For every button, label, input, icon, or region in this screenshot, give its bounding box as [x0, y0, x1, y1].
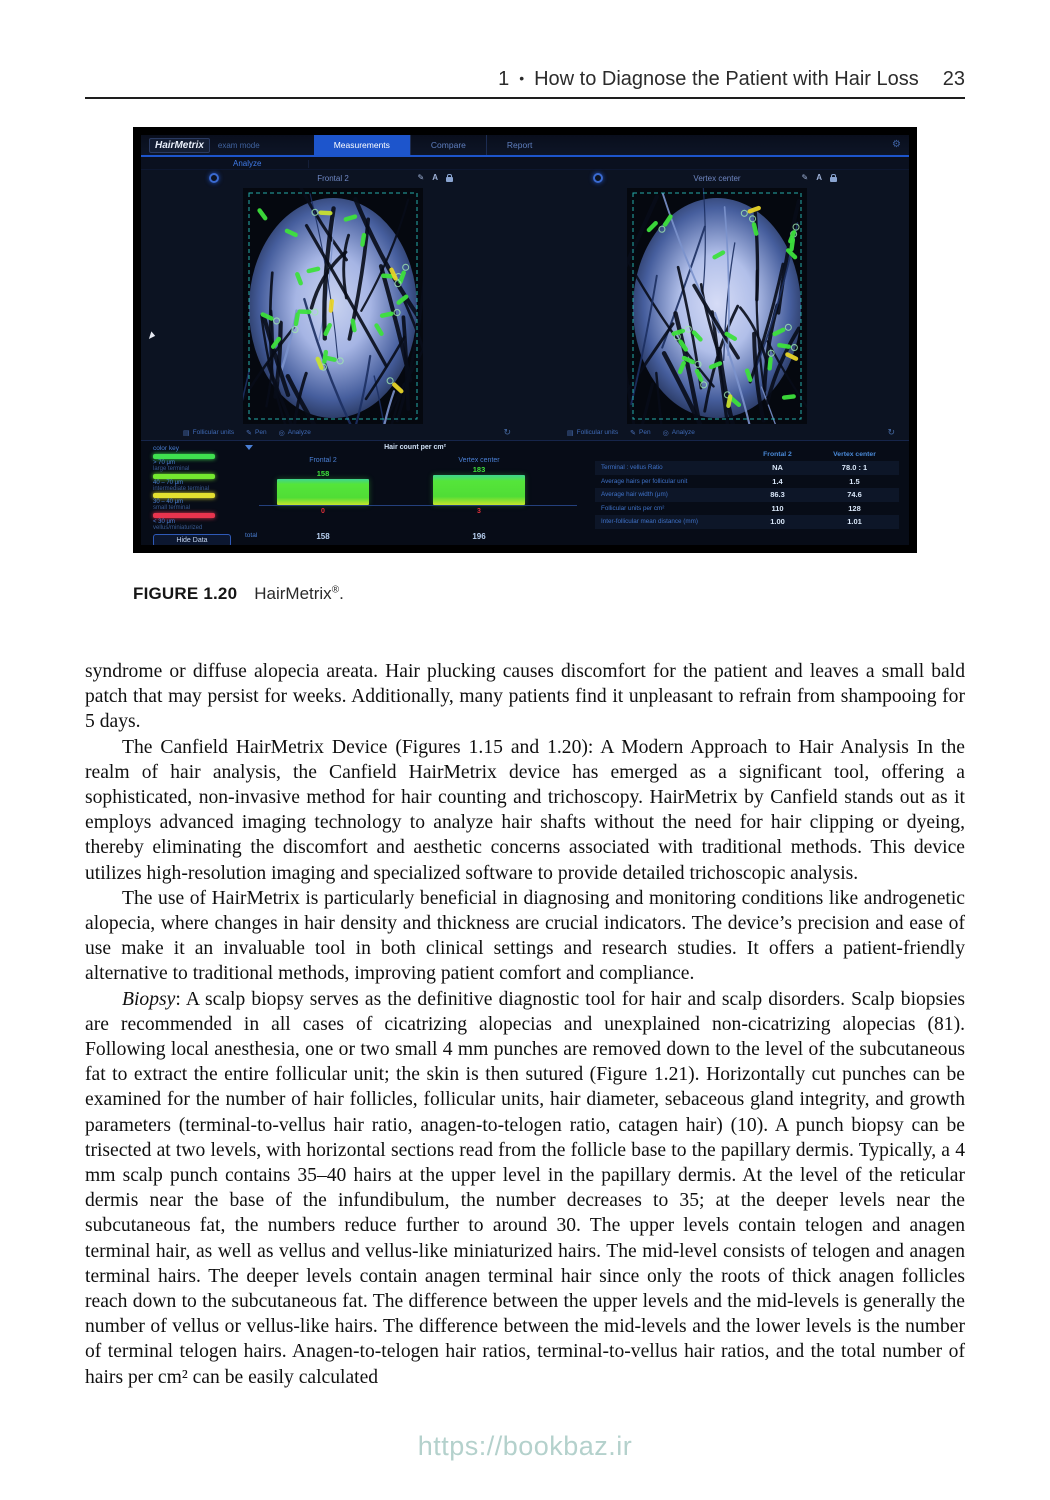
bar-value-green: 183 — [472, 465, 486, 474]
annotation-icon[interactable]: A — [816, 173, 822, 182]
separator-bullet: • — [519, 70, 525, 86]
refresh-icon[interactable]: ↻ — [887, 427, 895, 438]
green-bar — [277, 479, 369, 505]
table-row: Terminal : vellus Ratio NA 78.0 : 1 — [595, 461, 899, 475]
tab-measurements[interactable]: Measurements — [314, 135, 410, 155]
body-text — [85, 659, 965, 1390]
app-navbar — [141, 135, 909, 157]
total-value: 196 — [472, 532, 486, 541]
grid-icon: ▤ — [567, 428, 574, 437]
panel-vertex-center — [525, 170, 909, 440]
legend-swatch-small-terminal — [153, 493, 215, 498]
running-title: How to Diagnose the Patient with Hair Loss — [534, 68, 919, 90]
tool-follicular-units[interactable]: ▤ Follicular units — [183, 428, 235, 437]
tool-analyze[interactable]: ◎ Analyze — [662, 428, 695, 437]
hair-count-chart — [237, 441, 593, 545]
figure-caption-label: FIGURE 1.20 — [133, 584, 238, 603]
legend-swatch-intermediate-terminal — [153, 474, 215, 479]
trichoscopy-image-vertex[interactable] — [627, 188, 807, 424]
exam-mode-label: exam mode — [217, 140, 260, 150]
green-bar — [433, 475, 525, 505]
legend-item: > 70 μm large terminal — [153, 454, 237, 473]
tool-pen[interactable]: ✎ Pen — [246, 428, 267, 437]
tool-follicular-units[interactable]: ▤ Follicular units — [567, 428, 619, 437]
chart-column-label: Vertex center — [458, 457, 500, 464]
legend-item: 40 – 70 μm intermediate terminal — [153, 474, 237, 493]
chapter-number: 1 — [498, 68, 510, 90]
tab-bar — [314, 135, 553, 155]
table-header: Frontal 2 — [763, 450, 792, 458]
hairmetrix-logo: HairMetrix — [149, 138, 210, 153]
annotation-icon[interactable]: A — [432, 173, 438, 182]
page-number: 23 — [942, 68, 965, 90]
panel-frontal-2 — [141, 170, 525, 440]
results-section — [141, 440, 909, 545]
bar-value-red: 3 — [477, 508, 481, 515]
table-row: Average hairs per follicular unit 1.4 1.5 — [601, 476, 860, 486]
panel-title: Vertex center — [693, 174, 741, 183]
bar-vertex-center — [433, 465, 525, 505]
total-label: total — [245, 532, 258, 539]
metrics-table — [593, 441, 909, 545]
table-header-row — [595, 447, 899, 461]
paragraph-4: Biopsy: A scalp biopsy serves as the definitive diagnostic tool for hair and scalp disorders. Scalp biopsies are recommended in all cases of cicatrizing alopecias and unexplained non-cicatrizing alopecias (81). Following local anesthesia, one or two small 4 mm punches are removed down to the level of the subcutaneous fat to extract the entire follicular unit; the skin is then sutured (Figure 1.21). Horizontally cut punches can be examined for the number of hair follicles, follicular units, hair diameter, sebaceous gland integrity, and growth parameters (terminal-to-vellus hair ratio, anagen-to-telogen ratio, catagen hair) (10). A punch biopsy can be trisected at two levels, with horizontal sections read from the follicle base to the papillary dermis. Typically, a 4 mm scalp punch contains 35–40 hairs at the upper level in the papillary dermis. At the level of the reticular dermis near the base of the infundibulum, the number decreases to 35; at the deeper levels near the subcutaneous fat, the numbers reduce further to around 30. The upper levels contain telogen and anagen terminal hair, as well as vellus and vellus-like miniaturized hairs. The mid-level consists of telogen and anagen terminal hairs. The deeper levels contain anagen terminal hair since only the roots of thick anagen follicles reach down to the subcutaneous fat. The difference between the upper levels and the mid-levels is generally the number of vellus or vellus-like hairs. The difference between the mid-levels and the lower levels is the number of terminal telogen hairs. Anagen-to-telogen hair ratios, terminal-to-vellus hair ratios, and the total number of hairs per cm² can be easily calculated — [85, 988, 965, 1388]
legend-item: < 30 μm vellus/miniaturized — [153, 513, 237, 532]
legend-swatch-vellus — [153, 513, 215, 518]
legend-title: color key — [153, 445, 180, 452]
trichoscopy-image-frontal[interactable] — [243, 188, 423, 424]
grid-icon: ▤ — [183, 428, 190, 437]
tab-report[interactable]: Report — [486, 135, 553, 155]
app-subnav — [141, 157, 909, 170]
watermark-footer — [0, 1431, 1050, 1462]
table-row: Average hair width (μm) 86.3 74.6 — [595, 488, 899, 502]
table-header: Vertex center — [833, 450, 876, 458]
bar-frontal-2 — [277, 469, 369, 505]
table-row: Inter-follicular mean distance (mm) 1.00 1.01 — [595, 515, 899, 529]
legend-item: 30 – 40 μm small terminal — [153, 493, 237, 512]
settings-gear-icon[interactable]: ⚙ — [892, 139, 901, 150]
subnav-divider: | — [307, 158, 310, 168]
scope-toolbar — [183, 426, 511, 439]
header-rule — [85, 97, 965, 99]
panel-icon-group — [802, 173, 837, 182]
tool-pen[interactable]: ✎ Pen — [630, 428, 651, 437]
pen-icon: ✎ — [630, 428, 637, 437]
chart-title: Hair count per cm² — [384, 444, 446, 451]
refresh-icon[interactable]: ↻ — [503, 427, 511, 438]
target-icon: ◎ — [278, 428, 285, 437]
paragraph-1: syndrome or diffuse alopecia areata. Hair plucking causes discomfort for the patient and leaves a small bald patch that may persist for weeks. Additionally, many patients find it unpleasant to refrain from shampooing for 5 days. — [85, 661, 965, 733]
edit-pencil-icon[interactable]: ✎ — [801, 173, 809, 182]
tab-compare[interactable]: Compare — [410, 135, 486, 155]
target-icon: ◎ — [662, 428, 669, 437]
edit-pencil-icon[interactable]: ✎ — [417, 173, 425, 182]
scope-toolbar — [567, 426, 895, 439]
figure-caption — [133, 584, 917, 604]
hairmetrix-app-screenshot — [133, 127, 917, 553]
chart-column-label: Frontal 2 — [309, 457, 337, 464]
registered-mark: ® — [331, 584, 340, 596]
lock-icon[interactable] — [830, 177, 837, 182]
tool-analyze[interactable]: ◎ Analyze — [278, 428, 311, 437]
hide-data-button[interactable]: Hide Data — [153, 534, 231, 545]
figure-1-20 — [133, 127, 917, 604]
subnav-analyze[interactable]: Analyze — [233, 158, 262, 168]
paragraph-3: The use of HairMetrix is particularly beneficial in diagnosing and monitoring conditions like androgenetic alopecia, where changes in hair density and thickness are crucial indicators. The device’s precision and ease of use make it an invaluable tool in both clinical settings and research studies. It offers a patient-friendly alternative to traditional methods, improving patient comfort and compliance. — [85, 887, 965, 985]
paragraph-2: The Canfield HairMetrix Device (Figures 1.15 and 1.20): A Modern Approach to Hair Analysis In the realm of hair analysis, the Canfield HairMetrix device has emerged as a significant tool, offering a sophisticated, non-invasive method for hair counting and trichoscopy. HairMetrix by Canfield stands out as it employs advanced imaging technology to analyze hair shafts without the need for hair clipping or dyeing, thereby eliminating the discomfort and aesthetic concerns associated with traditional methods. This device utilizes high-resolution imaging and specialized software to provide detailed trichoscopic analysis. — [85, 736, 965, 884]
hairmetrix-window — [141, 135, 909, 545]
watermark-url[interactable]: https://bookbaz.ir — [417, 1431, 633, 1461]
running-head — [85, 68, 965, 91]
pen-icon: ✎ — [246, 428, 253, 437]
bar-value-green: 158 — [316, 469, 330, 478]
figure-caption-text: HairMetrix®. — [254, 584, 344, 603]
table-row: Follicular units per cm² 110 128 — [601, 503, 861, 513]
color-key-legend — [141, 441, 237, 545]
panel-icon-group — [418, 173, 453, 182]
total-value: 158 — [316, 532, 330, 541]
biopsy-lead: Biopsy — [122, 988, 176, 1010]
bar-value-red: 0 — [321, 508, 325, 515]
lock-icon[interactable] — [446, 177, 453, 182]
panel-title: Frontal 2 — [317, 174, 349, 183]
legend-swatch-large-terminal — [153, 454, 215, 459]
chart-baseline — [259, 505, 577, 506]
image-panels — [141, 170, 909, 440]
